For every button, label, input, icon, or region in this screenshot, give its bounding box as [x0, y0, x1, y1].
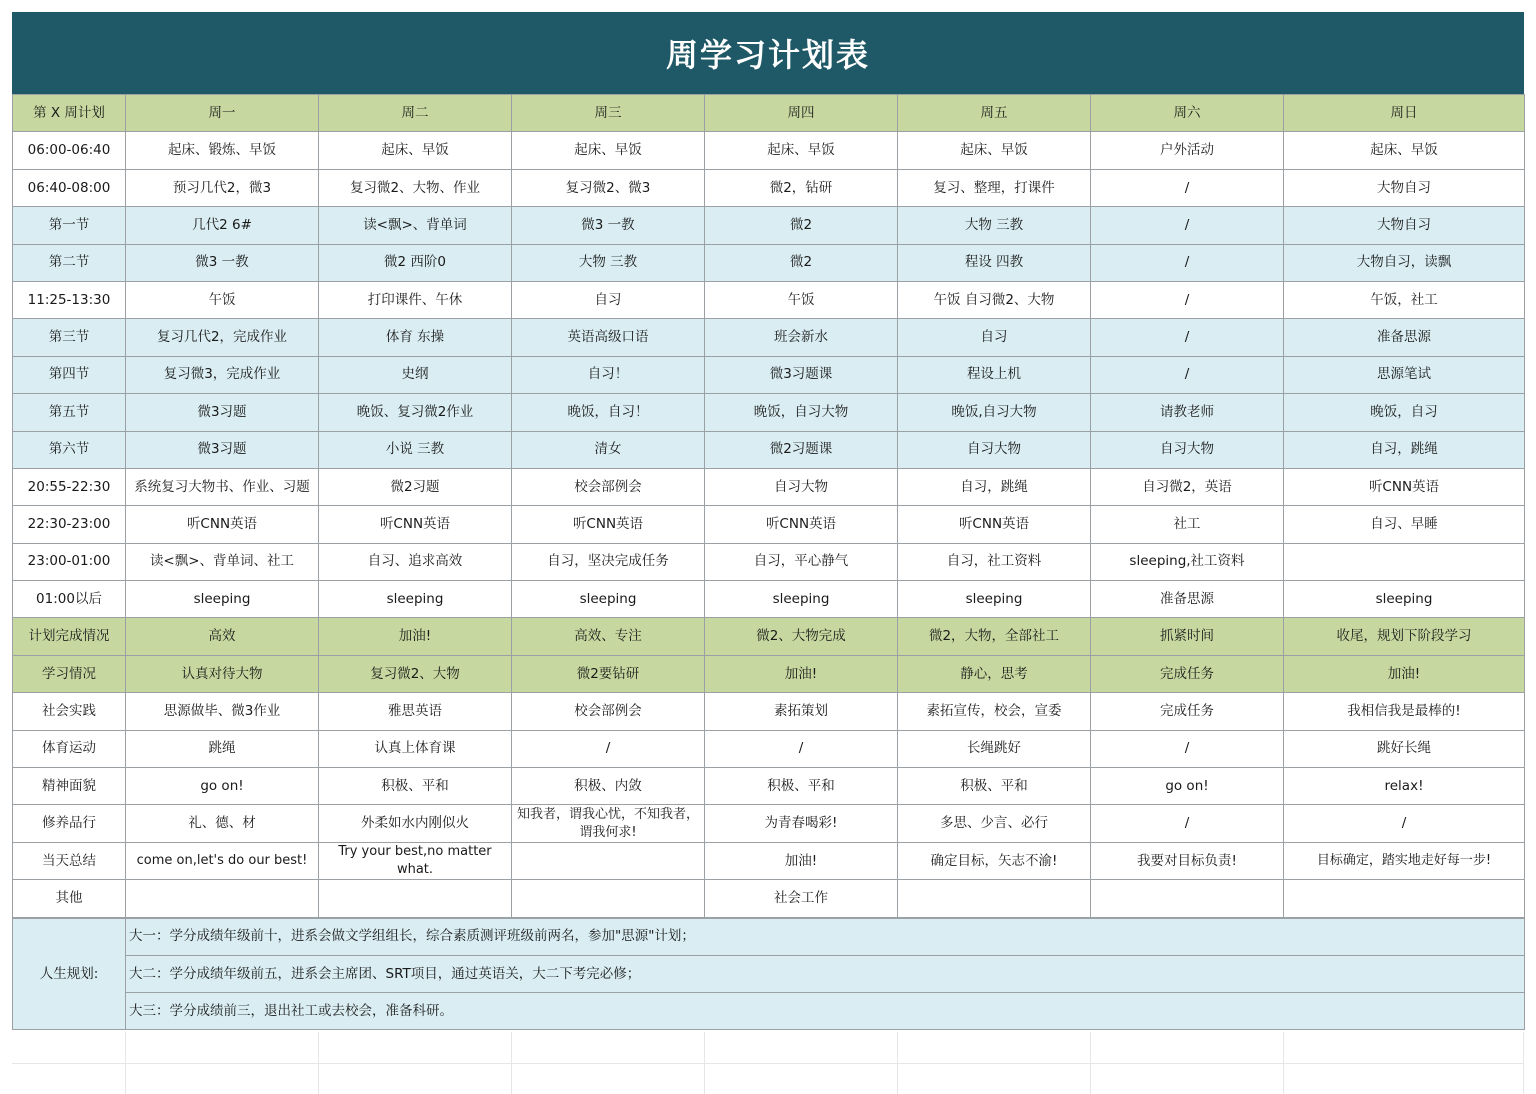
table-row	[13, 281, 1525, 318]
cell-fri[interactable]: 起床、早饭	[898, 132, 1091, 169]
cell-mon[interactable]: 复习几代2，完成作业	[126, 319, 319, 356]
row-label-cell[interactable]: 其他	[13, 880, 126, 917]
life-plan-label[interactable]: 人生规划:	[13, 918, 126, 1030]
cell-sat[interactable]: /	[1091, 805, 1284, 842]
cell-sun[interactable]: 跳好长绳	[1284, 730, 1525, 767]
cell-thu[interactable]: 素拓策划	[705, 693, 898, 730]
row-label-cell[interactable]: 学习情况	[13, 655, 126, 692]
cell-thu[interactable]: 微3习题课	[705, 356, 898, 393]
cell-wed[interactable]	[512, 842, 705, 879]
cell-sat[interactable]: 自习微2，英语	[1091, 468, 1284, 505]
cell-wed[interactable]: 积极、内敛	[512, 768, 705, 805]
life-plan-year-1[interactable]: 大一：学分成绩年级前十，进系会做文学组组长，综合素质测评班级前两名，参加"思源"计划；	[126, 918, 1525, 955]
cell-mon[interactable]	[126, 880, 319, 917]
cell-thu[interactable]: 午饭	[705, 281, 898, 318]
table-row	[13, 394, 1525, 431]
cell-fri[interactable]: 素拓宣传，校会，宣委	[898, 693, 1091, 730]
cell-mon[interactable]: 听CNN英语	[126, 506, 319, 543]
header-cell-sat[interactable]: 周六	[1091, 95, 1284, 132]
cell-mon[interactable]: come on,let's do our best!	[126, 842, 319, 879]
row-label-cell[interactable]: 第四节	[13, 356, 126, 393]
row-label-cell[interactable]: 第一节	[13, 207, 126, 244]
cell-sun[interactable]: 晚饭，自习	[1284, 394, 1525, 431]
cell-mon[interactable]: 思源做毕、微3作业	[126, 693, 319, 730]
cell-sun[interactable]: 大物自习，读飘	[1284, 244, 1525, 281]
row-label-cell[interactable]: 06:00-06:40	[13, 132, 126, 169]
cell-sat[interactable]: 完成任务	[1091, 693, 1284, 730]
row-label-cell[interactable]: 修养品行	[13, 805, 126, 842]
cell-thu[interactable]: 晚饭，自习大物	[705, 394, 898, 431]
cell-sun[interactable]: 起床、早饭	[1284, 132, 1525, 169]
cell-thu[interactable]: 听CNN英语	[705, 506, 898, 543]
cell-fri[interactable]: 程设 四教	[898, 244, 1091, 281]
cell-sat[interactable]: 自习大物	[1091, 431, 1284, 468]
cell-wed[interactable]	[512, 880, 705, 917]
cell-fri[interactable]: 晚饭,自习大物	[898, 394, 1091, 431]
cell-tue[interactable]: 体育 东操	[319, 319, 512, 356]
cell-mon[interactable]: 几代2 6#	[126, 207, 319, 244]
cell-sat[interactable]: 准备思源	[1091, 581, 1284, 618]
cell-tue[interactable]: 听CNN英语	[319, 506, 512, 543]
cell-sat[interactable]: /	[1091, 244, 1284, 281]
cell-thu[interactable]: 微2	[705, 207, 898, 244]
cell-mon[interactable]: 微3习题	[126, 431, 319, 468]
life-plan-year-3[interactable]: 大三：学分成绩前三，退出社工或去校会，准备科研。	[126, 993, 1525, 1030]
row-label-cell[interactable]: 体育运动	[13, 730, 126, 767]
cell-sun[interactable]	[1284, 543, 1525, 580]
cell-tue[interactable]: 复习微2、大物	[319, 655, 512, 692]
cell-sat[interactable]: 户外活动	[1091, 132, 1284, 169]
cell-thu[interactable]: 积极、平和	[705, 768, 898, 805]
cell-thu[interactable]: 微2，钻研	[705, 169, 898, 206]
row-label-cell[interactable]: 01:00以后	[13, 581, 126, 618]
row-label-cell[interactable]: 计划完成情况	[13, 618, 126, 655]
cell-sat[interactable]: 完成任务	[1091, 655, 1284, 692]
row-label-cell[interactable]: 22:30-23:00	[13, 506, 126, 543]
row-label-cell[interactable]: 20:55-22:30	[13, 468, 126, 505]
cell-fri[interactable]: 自习	[898, 319, 1091, 356]
cell-mon[interactable]: 复习微3，完成作业	[126, 356, 319, 393]
cell-sat[interactable]	[1091, 880, 1284, 917]
row-label-cell[interactable]: 06:40-08:00	[13, 169, 126, 206]
cell-tue[interactable]: 积极、平和	[319, 768, 512, 805]
cell-sat[interactable]: /	[1091, 730, 1284, 767]
cell-mon[interactable]: 微3 一教	[126, 244, 319, 281]
cell-fri[interactable]: 听CNN英语	[898, 506, 1091, 543]
cell-sun[interactable]: 自习、早睡	[1284, 506, 1525, 543]
cell-tue[interactable]: 读<飘>、背单词	[319, 207, 512, 244]
cell-mon[interactable]: 系统复习大物书、作业、习题	[126, 468, 319, 505]
cell-fri[interactable]: 积极、平和	[898, 768, 1091, 805]
header-cell-wed[interactable]: 周三	[512, 95, 705, 132]
table-row	[13, 581, 1525, 618]
row-label-cell[interactable]: 第三节	[13, 319, 126, 356]
row-label-cell[interactable]: 第六节	[13, 431, 126, 468]
schedule-table	[12, 94, 1525, 918]
cell-sat[interactable]: go on!	[1091, 768, 1284, 805]
cell-tue[interactable]: 打印课件、午休	[319, 281, 512, 318]
table-row	[13, 768, 1525, 805]
cell-tue[interactable]: 微2习题	[319, 468, 512, 505]
cell-sat[interactable]: /	[1091, 169, 1284, 206]
cell-sun[interactable]: 加油!	[1284, 655, 1525, 692]
cell-tue[interactable]: 自习、追求高效	[319, 543, 512, 580]
cell-fri[interactable]: 自习，跳绳	[898, 468, 1091, 505]
sheet-title[interactable]: 周学习计划表	[12, 12, 1524, 94]
cell-wed[interactable]: 微2要钻研	[512, 655, 705, 692]
cell-thu[interactable]: 为青春喝彩!	[705, 805, 898, 842]
cell-thu[interactable]: 微2习题课	[705, 431, 898, 468]
cell-sun[interactable]: sleeping	[1284, 581, 1525, 618]
cell-sun[interactable]: 思源笔试	[1284, 356, 1525, 393]
cell-sun[interactable]: 我相信我是最棒的!	[1284, 693, 1525, 730]
table-row	[13, 356, 1525, 393]
cell-sat[interactable]: /	[1091, 281, 1284, 318]
table-row	[13, 319, 1525, 356]
cell-wed[interactable]: 高效、专注	[512, 618, 705, 655]
table-row	[13, 169, 1525, 206]
cell-wed[interactable]: 听CNN英语	[512, 506, 705, 543]
cell-fri[interactable]: 多思、少言、必行	[898, 805, 1091, 842]
cell-fri[interactable]: 确定目标，矢志不渝!	[898, 842, 1091, 879]
cell-tue[interactable]: 外柔如水内刚似火	[319, 805, 512, 842]
cell-sun[interactable]: 大物自习	[1284, 169, 1525, 206]
cell-sat[interactable]: sleeping,社工资料	[1091, 543, 1284, 580]
cell-tue[interactable]: 复习微2、大物、作业	[319, 169, 512, 206]
header-cell-mon[interactable]: 周一	[126, 95, 319, 132]
cell-thu[interactable]: 微2	[705, 244, 898, 281]
table-row	[13, 730, 1525, 767]
cell-fri[interactable]: 午饭 自习微2、大物	[898, 281, 1091, 318]
cell-sun[interactable]	[1284, 880, 1525, 917]
cell-mon[interactable]: go on!	[126, 768, 319, 805]
row-label-cell[interactable]: 第二节	[13, 244, 126, 281]
cell-mon[interactable]: 跳绳	[126, 730, 319, 767]
cell-mon[interactable]: 起床、锻炼、早饭	[126, 132, 319, 169]
table-row	[13, 842, 1525, 879]
cell-sun[interactable]: /	[1284, 805, 1525, 842]
table-row	[13, 543, 1525, 580]
table-row	[13, 207, 1525, 244]
life-plan-table	[12, 918, 1525, 1031]
cell-tue[interactable]: 雅思英语	[319, 693, 512, 730]
cell-thu[interactable]: 班会新水	[705, 319, 898, 356]
cell-fri[interactable]: 大物 三教	[898, 207, 1091, 244]
row-label-cell[interactable]: 精神面貌	[13, 768, 126, 805]
cell-wed[interactable]: 自习，坚决完成任务	[512, 543, 705, 580]
cell-wed[interactable]: 复习微2、微3	[512, 169, 705, 206]
cell-thu[interactable]: 社会工作	[705, 880, 898, 917]
cell-fri[interactable]	[898, 880, 1091, 917]
cell-fri[interactable]: sleeping	[898, 581, 1091, 618]
cell-wed[interactable]: 晚饭，自习！	[512, 394, 705, 431]
cell-thu[interactable]: 加油!	[705, 655, 898, 692]
cell-wed[interactable]: 校会部例会	[512, 468, 705, 505]
cell-wed[interactable]: 校会部例会	[512, 693, 705, 730]
cell-sat[interactable]: /	[1091, 356, 1284, 393]
cell-sun[interactable]: 收尾，规划下阶段学习	[1284, 618, 1525, 655]
table-row	[13, 805, 1525, 842]
header-cell-tue[interactable]: 周二	[319, 95, 512, 132]
row-label-cell[interactable]: 11:25-13:30	[13, 281, 126, 318]
cell-thu[interactable]: /	[705, 730, 898, 767]
cell-thu[interactable]: 微2、大物完成	[705, 618, 898, 655]
cell-wed[interactable]: 清女	[512, 431, 705, 468]
cell-fri[interactable]: 自习，社工资料	[898, 543, 1091, 580]
table-row	[13, 132, 1525, 169]
cell-thu[interactable]: 起床、早饭	[705, 132, 898, 169]
cell-sun[interactable]: relax!	[1284, 768, 1525, 805]
cell-sun[interactable]: 听CNN英语	[1284, 468, 1525, 505]
cell-wed[interactable]: 起床、早饭	[512, 132, 705, 169]
cell-sun[interactable]: 大物自习	[1284, 207, 1525, 244]
cell-wed[interactable]: 英语高级口语	[512, 319, 705, 356]
cell-wed[interactable]: 大物 三教	[512, 244, 705, 281]
cell-fri[interactable]: 长绳跳好	[898, 730, 1091, 767]
table-row	[13, 693, 1525, 730]
cell-wed[interactable]: 自习！	[512, 356, 705, 393]
cell-mon[interactable]: 礼、德、材	[126, 805, 319, 842]
cell-sun[interactable]: 自习，跳绳	[1284, 431, 1525, 468]
cell-sun[interactable]: 目标确定，踏实地走好每一步!	[1284, 842, 1525, 879]
cell-wed[interactable]: 知我者，谓我心忧，不知我者，谓我何求!	[512, 805, 705, 842]
cell-sat[interactable]: 请教老师	[1091, 394, 1284, 431]
cell-tue[interactable]: sleeping	[319, 581, 512, 618]
cell-tue[interactable]: 微2 西阶0	[319, 244, 512, 281]
cell-mon[interactable]: 认真对待大物	[126, 655, 319, 692]
row-label-cell[interactable]: 第五节	[13, 394, 126, 431]
header-cell-label[interactable]: 第 X 周计划	[13, 95, 126, 132]
weekly-plan-sheet	[12, 12, 1524, 1030]
cell-fri[interactable]: 微2，大物，全部社工	[898, 618, 1091, 655]
cell-sun[interactable]: 准备思源	[1284, 319, 1525, 356]
cell-sat[interactable]: /	[1091, 207, 1284, 244]
header-cell-sun[interactable]: 周日	[1284, 95, 1525, 132]
table-row	[13, 431, 1525, 468]
cell-tue[interactable]: 加油!	[319, 618, 512, 655]
cell-mon[interactable]: 高效	[126, 618, 319, 655]
cell-fri[interactable]: 复习、整理，打课件	[898, 169, 1091, 206]
cell-mon[interactable]: 午饭	[126, 281, 319, 318]
cell-sat[interactable]: 社工	[1091, 506, 1284, 543]
cell-tue[interactable]: 史纲	[319, 356, 512, 393]
cell-thu[interactable]: 自习，平心静气	[705, 543, 898, 580]
cell-tue[interactable]	[319, 880, 512, 917]
row-label-cell[interactable]: 当天总结	[13, 842, 126, 879]
cell-tue[interactable]: Try your best,no matter what.	[319, 842, 512, 879]
cell-thu[interactable]: sleeping	[705, 581, 898, 618]
cell-mon[interactable]: 微3习题	[126, 394, 319, 431]
empty-spreadsheet-grid	[12, 1032, 1524, 1094]
cell-tue[interactable]: 起床、早饭	[319, 132, 512, 169]
cell-thu[interactable]: 自习大物	[705, 468, 898, 505]
row-label-cell[interactable]: 社会实践	[13, 693, 126, 730]
header-cell-fri[interactable]: 周五	[898, 95, 1091, 132]
table-row	[13, 618, 1525, 655]
cell-wed[interactable]: 自习	[512, 281, 705, 318]
header-row	[13, 95, 1525, 132]
cell-fri[interactable]: 自习大物	[898, 431, 1091, 468]
cell-thu[interactable]: 加油!	[705, 842, 898, 879]
cell-sat[interactable]: /	[1091, 319, 1284, 356]
cell-sat[interactable]: 我要对目标负责!	[1091, 842, 1284, 879]
cell-mon[interactable]: 预习几代2，微3	[126, 169, 319, 206]
cell-mon[interactable]: 读<飘>、背单词、社工	[126, 543, 319, 580]
table-row	[13, 468, 1525, 505]
cell-wed[interactable]: 微3 一教	[512, 207, 705, 244]
table-row	[13, 506, 1525, 543]
cell-wed[interactable]: /	[512, 730, 705, 767]
table-row	[13, 880, 1525, 917]
table-row	[13, 655, 1525, 692]
cell-tue[interactable]: 小说 三教	[319, 431, 512, 468]
cell-mon[interactable]: sleeping	[126, 581, 319, 618]
life-plan-year-2[interactable]: 大二：学分成绩年级前五，进系会主席团、SRT项目，通过英语关，大二下考完必修；	[126, 955, 1525, 992]
table-row	[13, 244, 1525, 281]
cell-tue[interactable]: 认真上体育课	[319, 730, 512, 767]
cell-tue[interactable]: 晚饭、复习微2作业	[319, 394, 512, 431]
row-label-cell[interactable]: 23:00-01:00	[13, 543, 126, 580]
cell-sun[interactable]: 午饭，社工	[1284, 281, 1525, 318]
cell-fri[interactable]: 程设上机	[898, 356, 1091, 393]
cell-fri[interactable]: 静心，思考	[898, 655, 1091, 692]
header-cell-thu[interactable]: 周四	[705, 95, 898, 132]
cell-sat[interactable]: 抓紧时间	[1091, 618, 1284, 655]
cell-wed[interactable]: sleeping	[512, 581, 705, 618]
